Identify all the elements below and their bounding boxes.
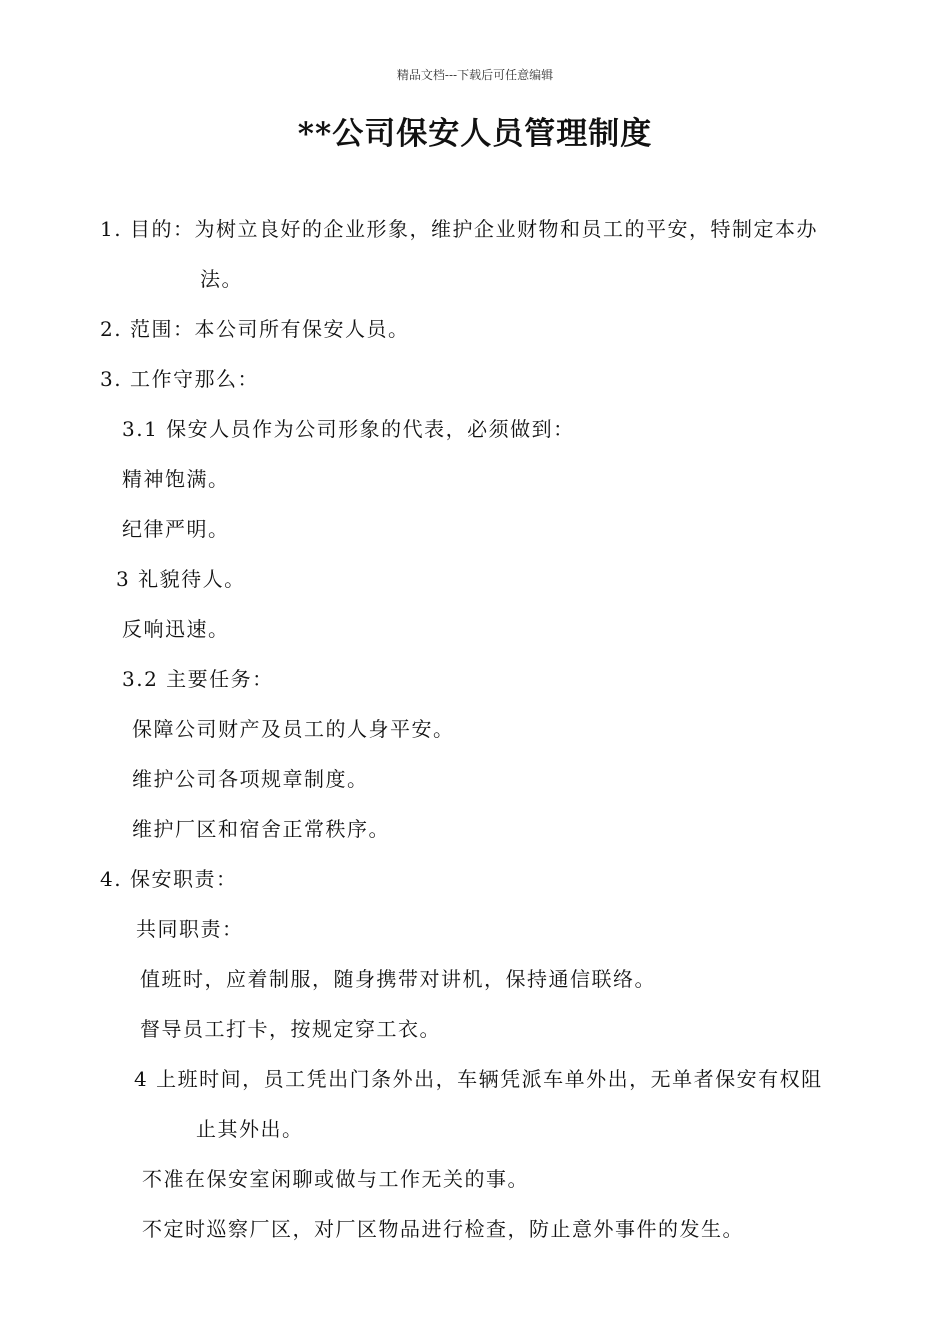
line-purpose-cont: 法。: [200, 267, 243, 291]
line-duty-exit: 4 上班时间，员工凭出门条外出，车辆凭派车单外出，无单者保安有权阻: [134, 1067, 823, 1091]
line-duty-no-chat: 不准在保安室闲聊或做与工作无关的事。: [142, 1167, 529, 1191]
document-title: **公司保安人员管理制度: [297, 116, 653, 152]
line-task-rules: 维护公司各项规章制度。: [132, 767, 369, 791]
line-common-duties: 共同职责：: [136, 917, 244, 941]
line-rule-3-1: 3.1 保安人员作为公司形象的代表，必须做到：: [122, 417, 575, 441]
header-note: 精品文档---下载后可任意编辑: [396, 68, 554, 82]
line-spirit: 精神饱满。: [122, 467, 230, 491]
line-duty-patrol: 不定时巡察厂区，对厂区物品进行检查，防止意外事件的发生。: [142, 1217, 744, 1241]
line-scope: 2. 范围：本公司所有保安人员。: [100, 317, 410, 341]
line-task-order: 维护厂区和宿舍正常秩序。: [132, 817, 390, 841]
line-discipline: 纪律严明。: [122, 517, 230, 541]
line-work-rules: 3. 工作守那么：: [100, 367, 259, 391]
line-courtesy: 3 礼貌待人。: [116, 567, 246, 591]
line-duty-uniform: 值班时，应着制服，随身携带对讲机，保持通信联络。: [140, 967, 656, 991]
line-duty-clockin: 督导员工打卡，按规定穿工衣。: [140, 1017, 441, 1041]
line-rule-3-2: 3.2 主要任务：: [122, 667, 274, 691]
line-duty-exit-cont: 止其外出。: [196, 1117, 304, 1141]
line-response: 反响迅速。: [122, 617, 230, 641]
line-duties: 4. 保安职责：: [100, 867, 238, 891]
line-purpose: 1. 目的：为树立良好的企业形象，维护企业财物和员工的平安，特制定本办: [100, 217, 818, 241]
line-task-protect: 保障公司财产及员工的人身平安。: [132, 717, 455, 741]
